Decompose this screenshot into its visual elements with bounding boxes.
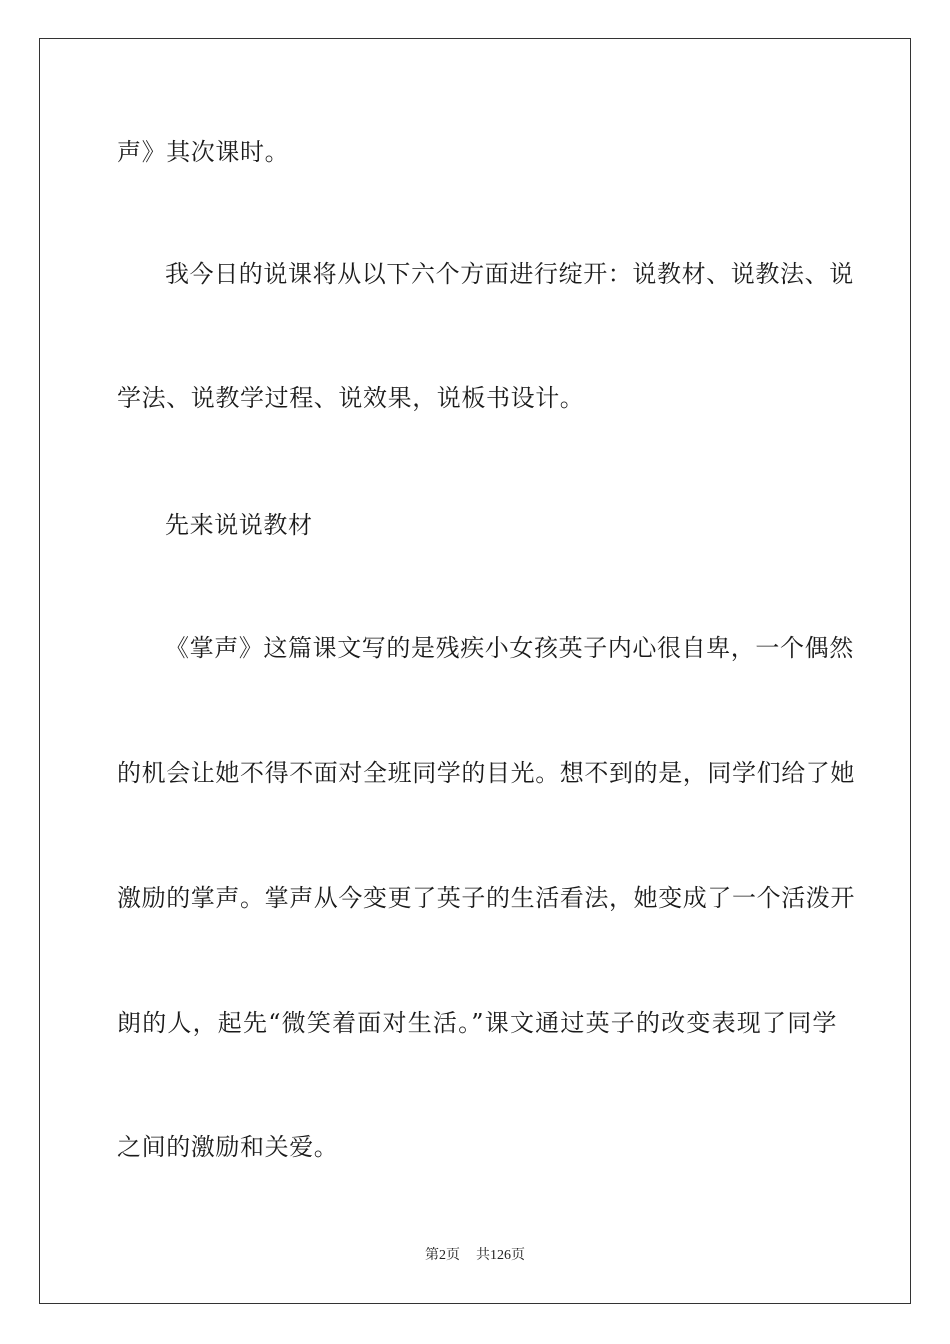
paragraph-line: 激励的掌声。掌声从今变更了英子的生活看法，她变成了一个活泼开 xyxy=(117,884,855,912)
section-heading: 先来说说教材 xyxy=(165,511,313,539)
paragraph-line: 《掌声》这篇课文写的是残疾小女孩英子内心很自卑，一个偶然 xyxy=(165,634,854,662)
paragraph-line: 之间的激励和关爱。 xyxy=(117,1133,339,1161)
paragraph-line: 学法、说教学过程、说效果，说板书设计。 xyxy=(117,384,585,412)
paragraph-line: 我今日的说课将从以下六个方面进行绽开：说教材、说教法、说 xyxy=(165,260,854,288)
page-total: 共126页 xyxy=(476,1248,525,1263)
paragraph-line: 的机会让她不得不面对全班同学的目光。想不到的是，同学们给了她 xyxy=(117,759,855,787)
paragraph-line: 声》其次课时。 xyxy=(117,138,290,166)
page-border xyxy=(39,38,911,1304)
page-number: 第2页 xyxy=(425,1248,460,1263)
page-footer xyxy=(0,1247,950,1265)
paragraph-line: 朗的人，起先“微笑着面对生活。”课文通过英子的改变表现了同学 xyxy=(117,1009,837,1037)
